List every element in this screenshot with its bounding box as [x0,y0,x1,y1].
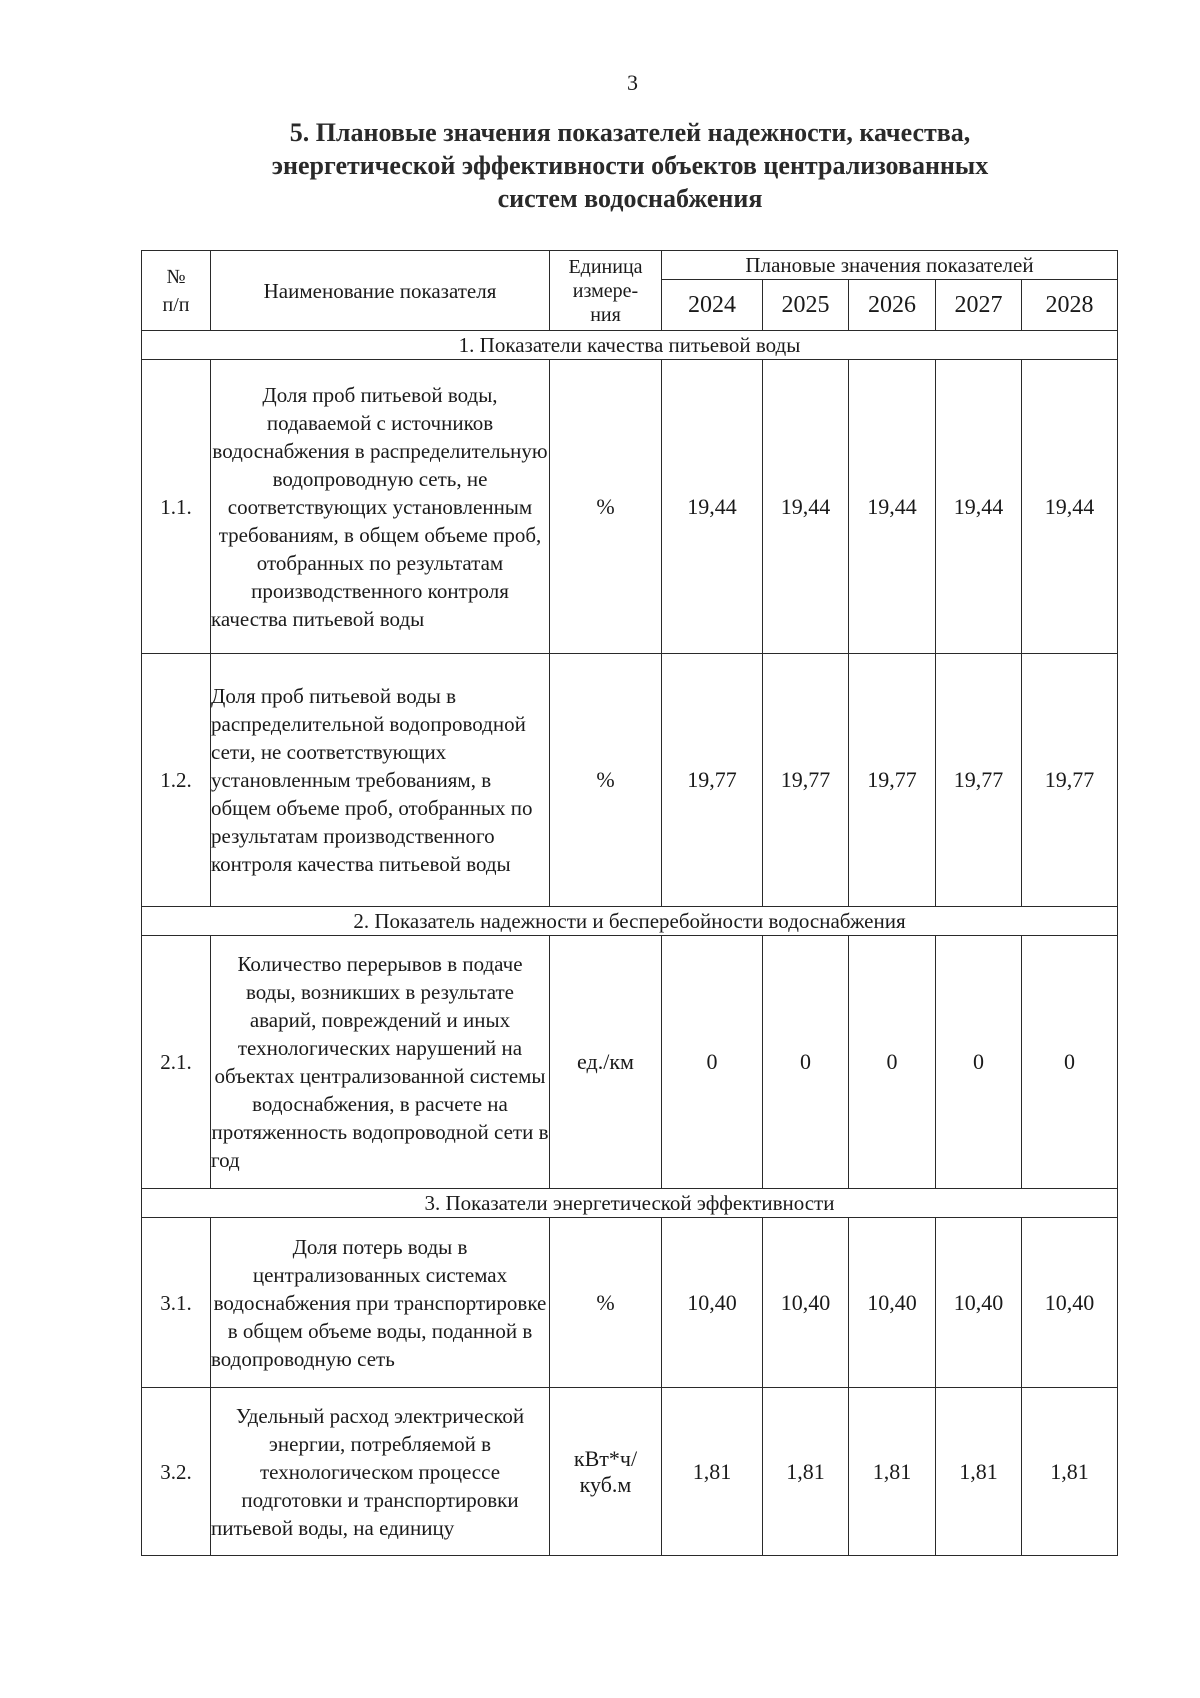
row-value: 0 [1022,936,1118,1189]
document-title [220,116,1040,215]
row-number: 3.1. [142,1218,211,1388]
header-year: 2026 [849,280,936,331]
row-unit: % [550,360,662,654]
header-unit [550,251,662,331]
row-value: 1,81 [936,1388,1022,1556]
row-unit: % [550,654,662,907]
section-row [142,1189,1118,1218]
row-value: 19,77 [849,654,936,907]
row-value: 19,77 [1022,654,1118,907]
row-unit-line-1: кВт*ч/ [573,1445,638,1471]
row-value: 19,44 [763,360,849,654]
row-indicator-name: Доля проб питьевой воды, подаваемой с источников водоснабжения в распределительную водопроводную сеть, не соответствующих установленным требованиям, в общем объеме проб, отобранных по результатам производственного контроля качества питьевой воды [211,360,550,654]
row-value: 1,81 [1022,1388,1118,1556]
row-indicator-name: Доля потерь воды в централизованных системах водоснабжения при транспортировке в общем объеме воды, поданной в водопроводную сеть [211,1218,550,1388]
header-year: 2028 [1022,280,1118,331]
row-number: 2.1. [142,936,211,1189]
section-row [142,331,1118,360]
document-title-line-1: 5. Плановые значения показателей надежности, качества, [289,118,971,147]
row-value: 10,40 [763,1218,849,1388]
row-value: 0 [763,936,849,1189]
row-unit: % [550,1218,662,1388]
table-row [142,654,1118,907]
row-value: 10,40 [936,1218,1022,1388]
header-number-line-2: п/п [162,293,190,316]
row-indicator-name: Количество перерывов в подаче воды, возникших в результате аварий, повреждений и иных технологических нарушений на объектах централизованной системы водоснабжения, в расчете на протяженность водопроводной сети в год [211,936,550,1189]
row-unit [550,1388,662,1556]
row-value: 19,77 [936,654,1022,907]
row-value: 0 [662,936,763,1189]
section-row [142,907,1118,936]
row-number: 3.2. [142,1388,211,1556]
document-title-line-2: энергетической эффективности объектов централизованных [271,151,989,180]
row-number: 1.2. [142,654,211,907]
row-value: 0 [849,936,936,1189]
row-value: 1,81 [849,1388,936,1556]
row-value: 10,40 [849,1218,936,1388]
row-unit-line-2: куб.м [579,1471,632,1497]
header-indicator-name: Наименование показателя [211,251,550,331]
header-number [142,251,211,331]
header-unit-line-1: Единица [568,255,643,278]
page-number: 3 [627,70,638,95]
table-row [142,1388,1118,1556]
row-value: 19,77 [662,654,763,907]
header-year: 2024 [662,280,763,331]
document-title-line-3: систем водоснабжения [497,184,763,213]
row-value: 10,40 [1022,1218,1118,1388]
section-title: 3. Показатели энергетической эффективности [142,1189,1118,1218]
row-indicator-name: Доля проб питьевой воды в распределительной водопроводной сети, не соответствующих установленным требованиям, в общем объеме проб, отобранных по результатам производственного контроля качества питьевой воды [211,654,550,907]
table-row [142,1218,1118,1388]
row-value: 19,44 [849,360,936,654]
indicators-table [141,250,1118,1556]
section-title: 1. Показатели качества питьевой воды [142,331,1118,360]
row-number: 1.1. [142,360,211,654]
header-plan-values: Плановые значения показателей [662,251,1118,280]
row-value: 0 [936,936,1022,1189]
row-value: 19,44 [662,360,763,654]
row-value: 19,77 [763,654,849,907]
header-year: 2025 [763,280,849,331]
table-header-row [142,251,1118,280]
header-number-line-1: № [166,265,186,288]
row-value: 10,40 [662,1218,763,1388]
section-title: 2. Показатель надежности и бесперебойности водоснабжения [142,907,1118,936]
row-value: 19,44 [936,360,1022,654]
row-indicator-name: Удельный расход электрической энергии, потребляемой в технологическом процессе подготовки и транспортировки питьевой воды, на единицу [211,1388,550,1556]
header-year: 2027 [936,280,1022,331]
header-unit-line-2: измере- [572,279,639,302]
row-value: 1,81 [662,1388,763,1556]
table-row [142,360,1118,654]
header-unit-line-3: ния [590,303,621,326]
row-value: 1,81 [763,1388,849,1556]
table-row [142,936,1118,1189]
row-value: 19,44 [1022,360,1118,654]
row-unit: ед./км [550,936,662,1189]
